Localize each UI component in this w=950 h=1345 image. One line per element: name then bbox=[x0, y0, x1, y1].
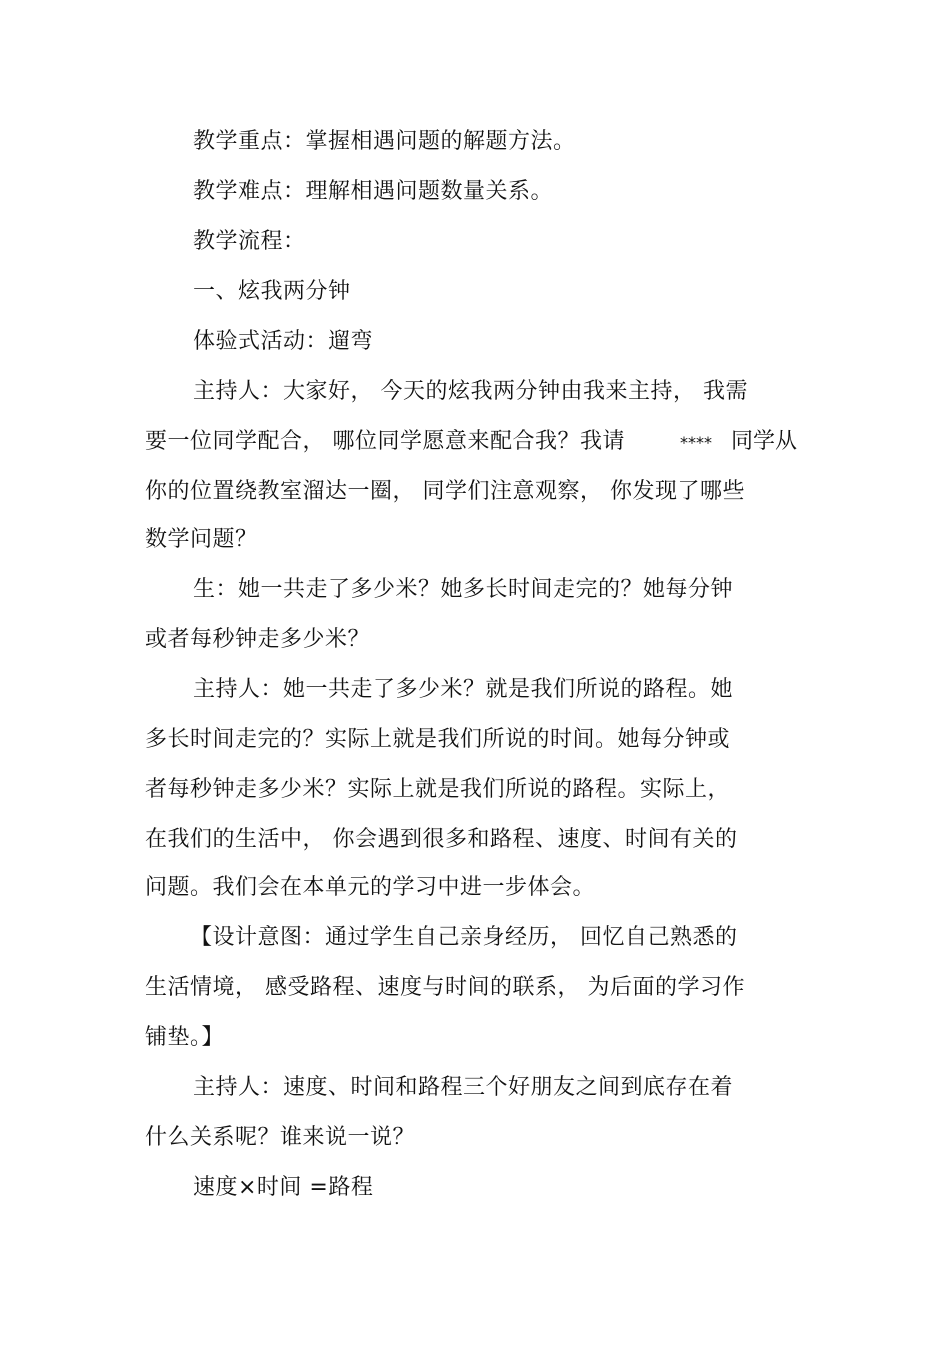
paragraph-line: 什么关系呢？谁来说一说？ bbox=[145, 1125, 416, 1150]
paragraph-line: 数学问题？ bbox=[145, 527, 258, 552]
paragraph-line: 者每秒钟走多少米？实际上就是我们所说的路程。实际上， bbox=[145, 777, 731, 802]
paragraph-line: 主持人：她一共走了多少米？就是我们所说的路程。她 bbox=[193, 677, 734, 702]
activity-line: 体验式活动：遛弯 bbox=[193, 329, 374, 354]
paragraph-line-tail: 同学从 bbox=[731, 429, 798, 454]
design-intent-line: 铺垫。】 bbox=[145, 1025, 225, 1050]
paragraph-line: 你的位置绕教室溜达一圈， 同学们注意观察， 你发现了哪些 bbox=[145, 479, 745, 504]
masked-name: **** bbox=[680, 433, 712, 452]
design-intent-line: 生活情境， 感受路程、速度与时间的联系， 为后面的学习作 bbox=[145, 975, 745, 1000]
paragraph-line: 主持人：速度、时间和路程三个好朋友之间到底存在着 bbox=[193, 1075, 734, 1100]
section-heading: 一、炫我两分钟 bbox=[193, 279, 351, 304]
teaching-difficulty-line: 教学难点：理解相遇问题数量关系。 bbox=[193, 179, 554, 204]
paragraph-line: 主持人：大家好， 今天的炫我两分钟由我来主持， 我需 bbox=[193, 379, 748, 404]
paragraph-line: 或者每秒钟走多少米？ bbox=[145, 627, 371, 652]
formula-line: 速度×时间 =路程 bbox=[193, 1175, 374, 1200]
paragraph-line: 要一位同学配合， 哪位同学愿意来配合我？我请 bbox=[145, 429, 625, 454]
paragraph-line: 生：她一共走了多少米？她多长时间走完的？她每分钟 bbox=[193, 577, 734, 602]
design-intent-line: 【设计意图：通过学生自己亲身经历， 回忆自己熟悉的 bbox=[190, 925, 738, 950]
teaching-focus-line: 教学重点：掌握相遇问题的解题方法。 bbox=[193, 129, 576, 154]
teaching-process-heading: 教学流程： bbox=[193, 229, 306, 254]
paragraph-line: 在我们的生活中， 你会遇到很多和路程、速度、时间有关的 bbox=[145, 827, 738, 852]
paragraph-line: 多长时间走完的？实际上就是我们所说的时间。她每分钟或 bbox=[145, 727, 731, 752]
paragraph-line: 问题。我们会在本单元的学习中进一步体会。 bbox=[145, 875, 596, 900]
